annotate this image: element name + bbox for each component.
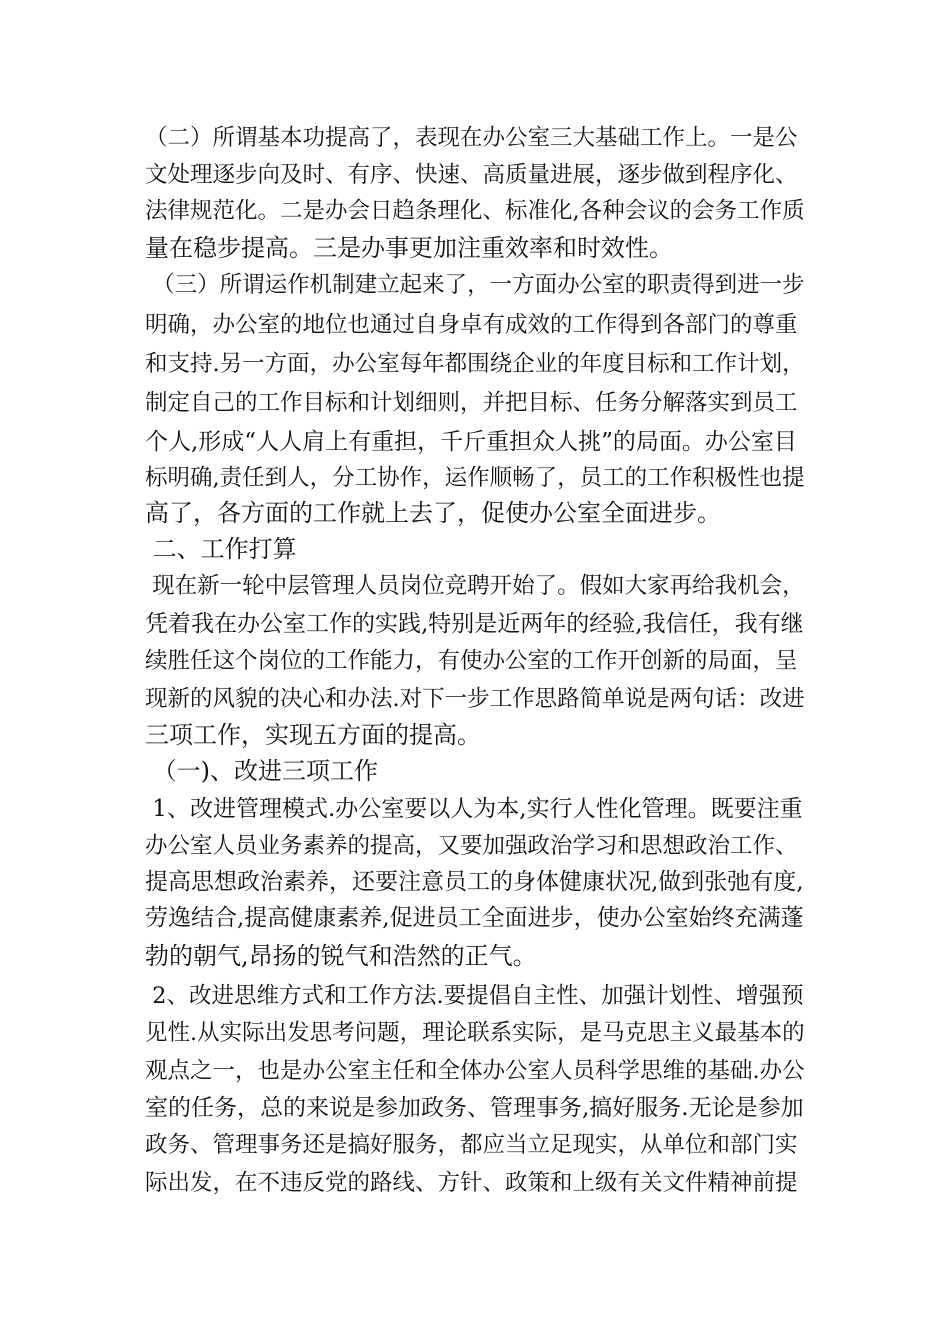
subsection-heading: （一)、改进三项工作 [145,757,378,785]
paragraph-line: 三项工作，实现五方面的提高。 [145,721,481,749]
paragraph-line: 提高思想政治素养，还要注意员工的身体健康状况,做到张弛有度, [145,869,804,895]
paragraph-line: （二）所谓基本功提高了，表现在办公室三大基础工作上。一是公 [145,125,798,151]
paragraph-line: 法律规范化。二是办会日趋条理化、标准化,各种会议的会务工作质 [145,198,805,224]
paragraph-line: 文处理逐步向及时、有序、快速、高质量进展，逐步做到程序化、 [145,162,798,188]
paragraph-line: 现新的风貌的决心和办法.对下一步工作思路简单说是两句话：改进 [145,686,805,712]
paragraph-line: 现在新一轮中层管理人员岗位竞聘开始了。假如大家再给我机会， [145,573,805,599]
paragraph-line: 凭着我在办公室工作的实践,特别是近两年的经验,我信任，我有继 [145,611,804,637]
paragraph-line: 2、改进思维方式和工作方法.要提倡自主性、加强计划性、增强预 [145,983,804,1009]
paragraph-line: 个人,形成“人人肩上有重担，千斤重担众人挑”的局面。办公室目 [145,429,797,455]
paragraph-line: 观点之一，也是办公室主任和全体办公室人员科学思维的基础.办公 [145,1058,805,1084]
paragraph-line: 制定自己的工作目标和计划细则，并把目标、任务分解落实到员工 [145,390,798,416]
paragraph-line: 室的任务，总的来说是参加政务、管理事务,搞好服务.无论是参加 [145,1095,804,1121]
paragraph-line: 和支持.另一方面，办公室每年都围绕企业的年度目标和工作计划， [145,351,805,377]
paragraph-line: 办公室人员业务素养的提高，又要加强政治学习和思想政治工作、 [145,833,798,859]
paragraph-line: 劳逸结合,提高健康素养,促进员工全面进步，使办公室始终充满蓬 [145,905,804,931]
paragraph-line: 高了，各方面的工作就上去了，促使办公室全面进步。 [145,499,721,527]
paragraph-line: 见性.从实际出发思考问题，理论联系实际，是马克思主义最基本的 [145,1020,805,1046]
paragraph-line: 勃的朝气,昂扬的锐气和浩然的正气。 [145,942,537,970]
paragraph-line: 政务、管理事务还是搞好服务，都应当立足现实，从单位和部门实 [145,1132,798,1158]
paragraph-line: （三）所谓运作机制建立起来了，一方面办公室的职责得到进一步 [145,272,805,298]
paragraph-line: 1、改进管理模式.办公室要以人为本,实行人性化管理。既要注重 [145,796,803,822]
section-heading: 二、工作打算 [145,535,297,563]
paragraph-line: 明确，办公室的地位也通过自身卓有成效的工作得到各部门的尊重 [145,312,798,338]
paragraph-line: 际出发，在不违反党的路线、方针、政策和上级有关文件精神前提 [145,1170,798,1196]
paragraph-line: 量在稳步提高。三是办事更加注重效率和时效性。 [145,234,673,262]
paragraph-line: 标明确,责任到人，分工协作，运作顺畅了，员工的工作积极性也提 [145,465,805,491]
paragraph-line: 续胜任这个岗位的工作能力，有使办公室的工作开创新的局面，呈 [145,648,798,674]
